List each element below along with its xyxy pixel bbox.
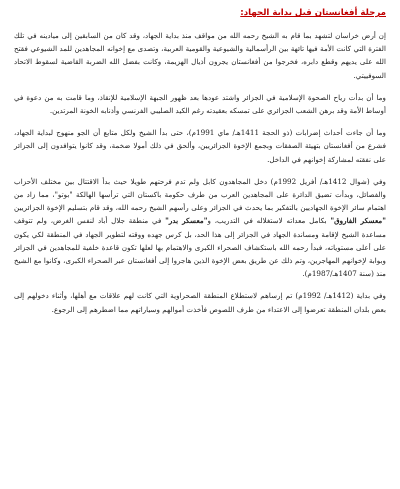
camp-badr-name: "معسكر بدر" xyxy=(165,216,208,226)
camp-al-farouq-name: "معسكر الفاروق" xyxy=(330,216,387,226)
paragraph-1 xyxy=(14,29,386,82)
paragraph-2-text: وما أن بدأت رياح الصحوة الإسلامية في الجزائر واشتد عودها بعد ظهور الجبهة الإسلامية للإنقاذ، وما قامت به من دعوة في أوساط الأمة وقد برهن الشعب الجزائري على تمسكه بعقيدته رغم الكيد الصليبي الفرنسي وأذنابه الخونة المرتدين. xyxy=(14,92,386,116)
paragraph-4 xyxy=(14,175,386,281)
paragraph-3-text: وما أن جاءت أحداث إضرابات (ذو الحجة 1411هـ/ ماي 1991م)، حتى بدأ الشيخ ولكل متابع أن الجو منهوج لبداية الجهاد، فشرع من أفغانستان بتهيئة الصفقات وبجمع الإخوة الجزائريين، وألحق في ذلك أمولا ضخمة، وقد كانوا يتوافدون إلى الجزائر على نفقته لمشاركة إخوانهم في الداخل. xyxy=(14,128,387,164)
paragraph-2 xyxy=(14,91,386,117)
paragraph-5-text: وفي بداية (1412هـ/ 1992م) تم إرساهم لاستطلاع المنطقة الصحراوية التي كانت لهم علاقات مع أهلها، وأثناء دخولهم إلى بعض بلدان المنطقة تعرضوا إلى الاعتداء من طرف اللصوص فأخذت أموالهم وسياراتهم مما اضطرهم إلى الرجوع. xyxy=(14,291,387,314)
paragraph-4-text-b: بكامل معداته لاستغلاله في التدريب، و xyxy=(207,216,331,226)
paragraph-4-text-c: في منطقة جلال أباد لنفس الغرض، ولم تتوقف مساعدة الشيخ لإقامة ومساندة الجهاد في الجزائر إلى هذا الحد، بل كرس جهده ووقته لتطوير الجهاد في المنطقة لكي يكون على أعلى مستوياته، فبدأ رحمه الله باستكشاف الصحراء الكبرى والاهتمام بها لعلها تكون قاعدة خلفية للمجاهدين في الجزائر وبوابة لإخوانهم المهاجرين، وتم ذلك عن طريق بعض الإخوة الذين هاجروا إلى أفغانستان عبر الصحراء الكبرى، وكانوا مع الشيخ منذ (سنة 1407هـ/1987م). xyxy=(14,216,386,279)
section-heading: مرحلة أفغانستان قبل بداية الجهاد: xyxy=(240,8,386,18)
paragraph-5 xyxy=(14,289,386,315)
paragraph-4-text-a: وفي (شوال 1412هـ/ أفريل 1992م) دخل المجاهدون كابل ولم تدم فرحتهم طويلا حيث بدأ الاقتتال بين مختلف الأحزاب والفصائل، وبدأت تضيق الدائرة على المجاهدين العرب من طرف حكومة باكستان التي ترأسها الهالكة "بوتو"، مما زاد من اهتمام سائر الإخوة الجهاديين بالتفكير بما يحدث في الجزائر وعلى رأسهم الشيخ رحمه الله، وقد قام بتسليم الإخوة الجزائريين xyxy=(14,176,386,213)
paragraph-3 xyxy=(14,126,386,166)
paragraph-1-text: إن أرض خراسان لتشهد بما قام به الشيخ رحمه الله من مواقف منذ بداية الجهاد، وقد كان من السابقين إلى ميادينه في تلك الفترة التي كانت الأمة فيها تائهة بين الرأسمالية والشيوعية والقومية العربية، وتصدى مع إخوانه المجاهدين للمد الشيوعي فقتح الله على يديهم وقطع دابره، فخرجوا من أفغانستان يجرون أذيال الهزيمة، وكانت بفضل الله الضربة القاضية لسقوط الاتحاد السوفييتي. xyxy=(14,31,386,80)
